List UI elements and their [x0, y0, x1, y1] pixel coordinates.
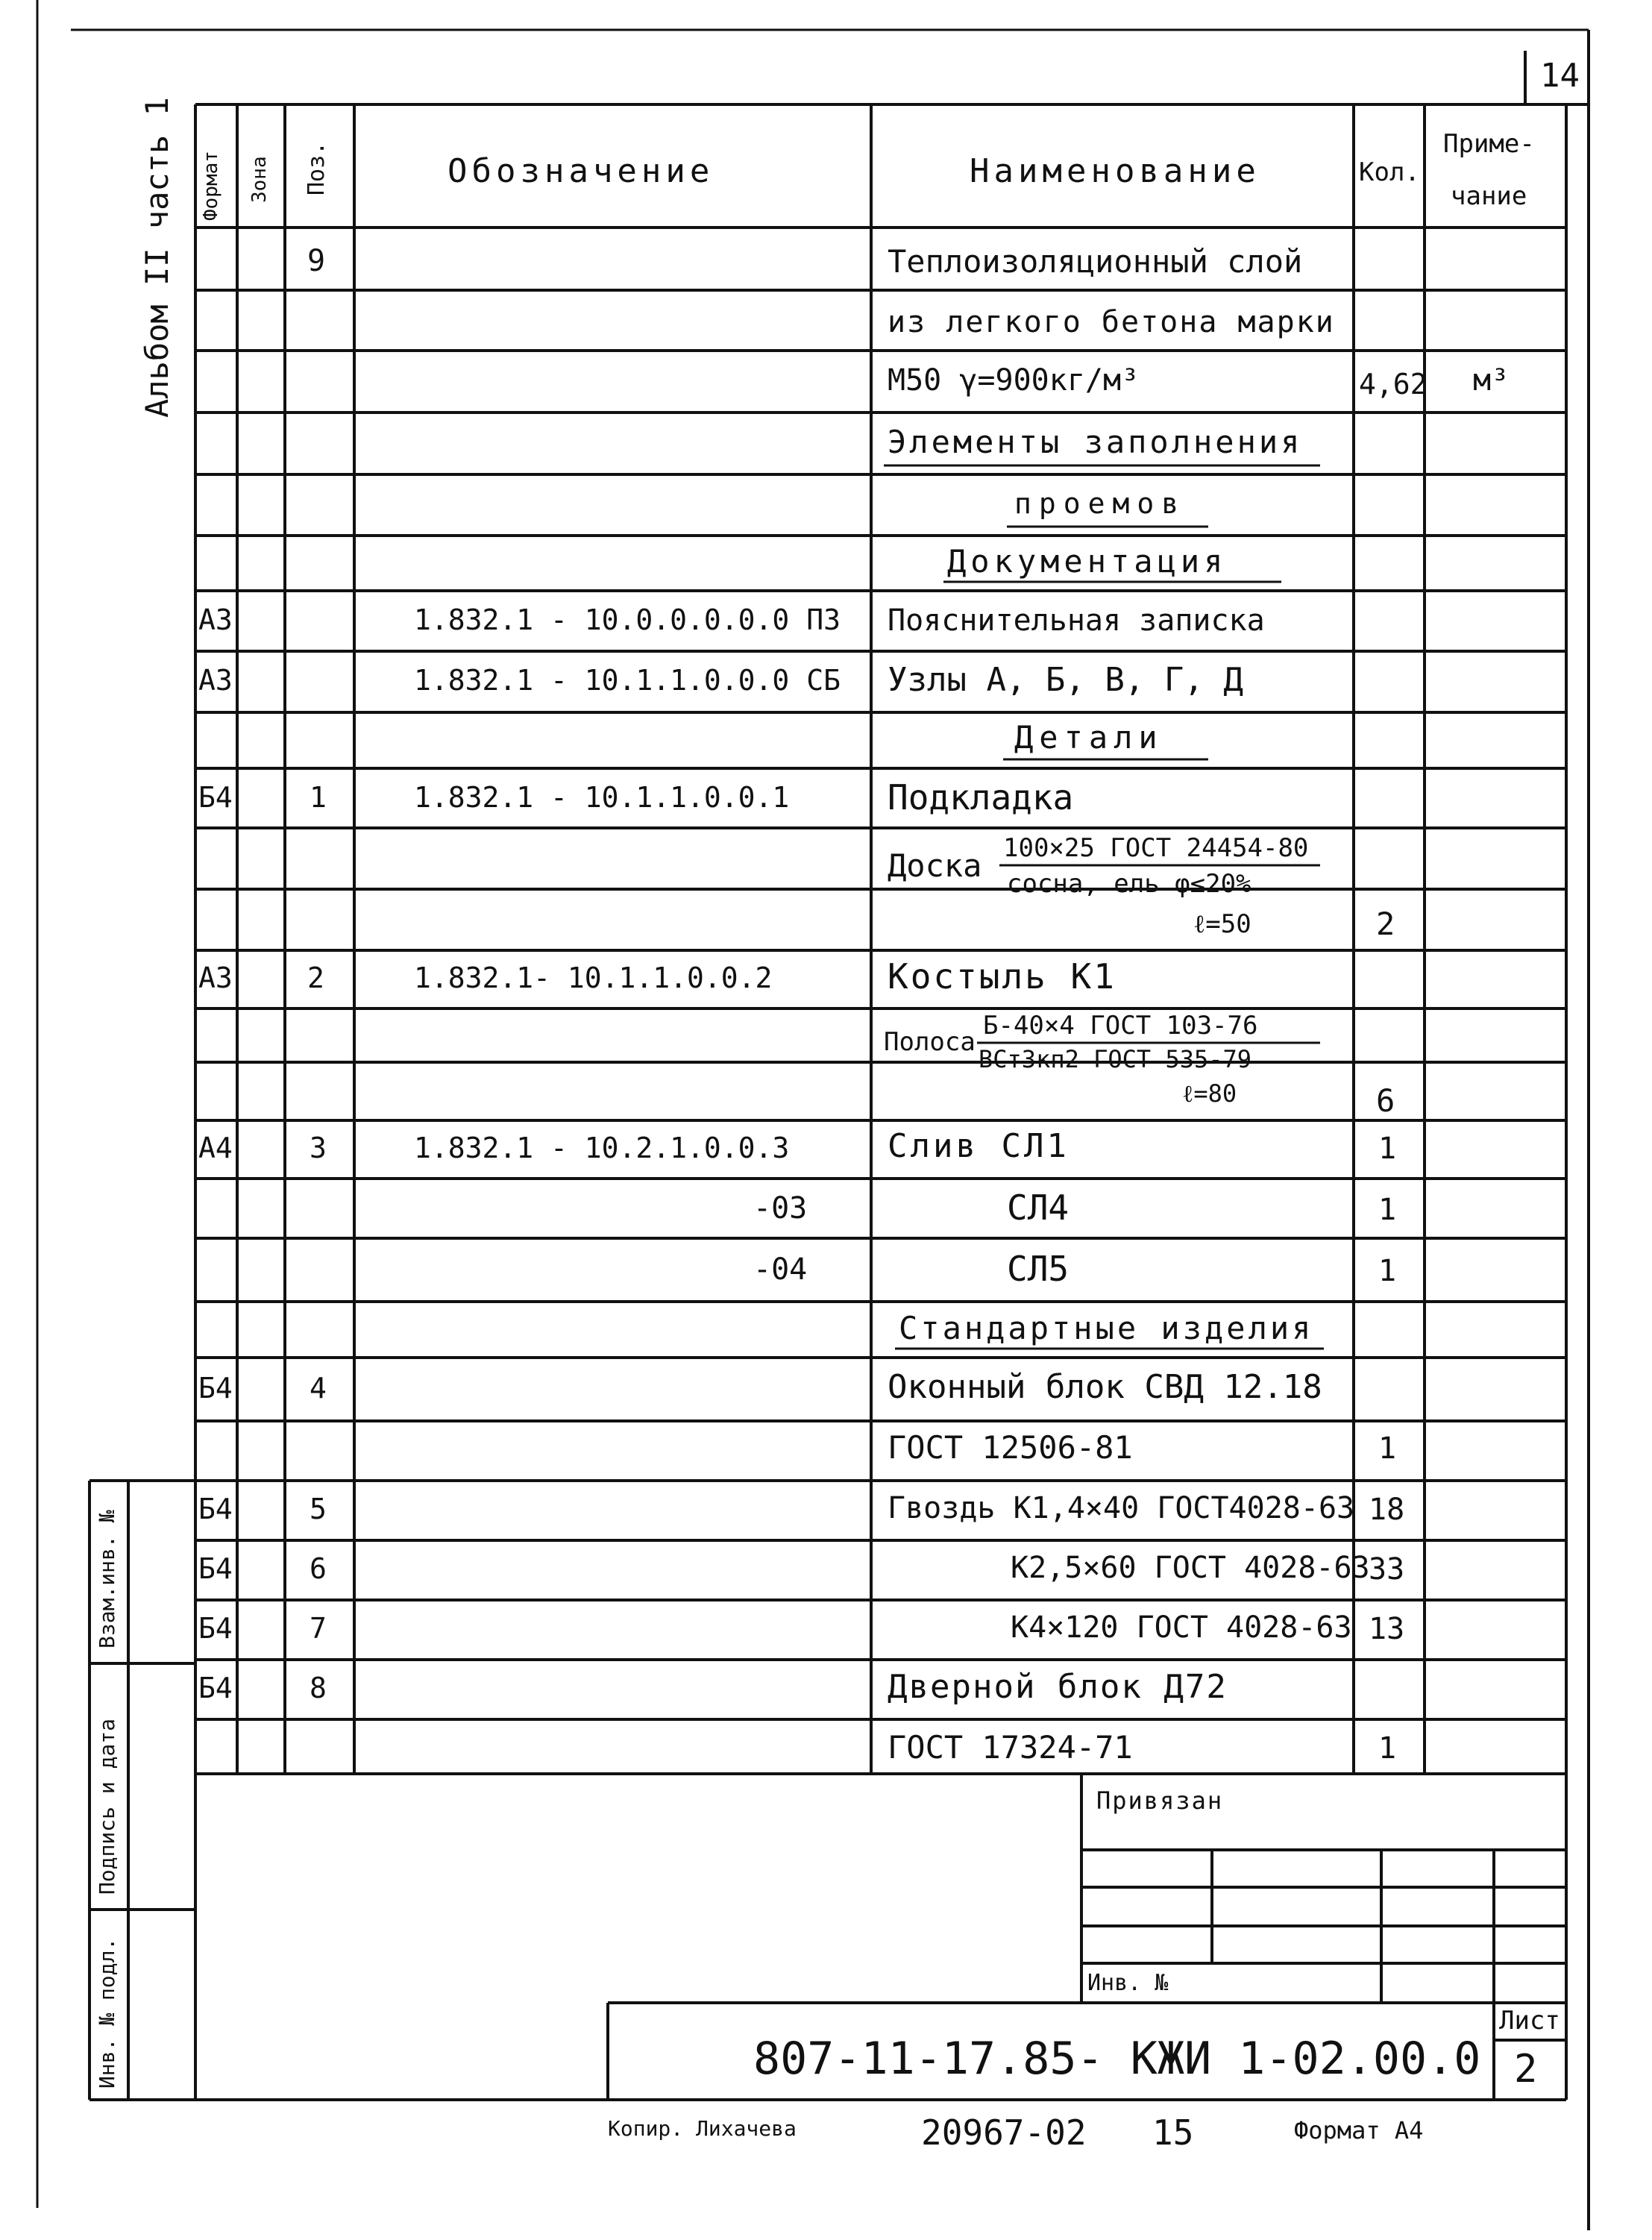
row-21-name: Гвоздь К1,4×40 ГОСТ4028-63: [888, 1491, 1355, 1525]
row-16-designation: -03: [753, 1191, 808, 1226]
document-code: 807-11-17.85- КЖИ 1-02.00.0: [753, 2033, 1481, 2085]
row-0-name: Теплоизоляционный слой: [888, 243, 1303, 280]
header-pos: Поз.: [304, 141, 330, 195]
doska-numerator: 100×25 ГОСТ 24454-80: [1003, 833, 1309, 863]
polosa-length: ℓ=80: [1182, 1079, 1237, 1108]
header-designation: Обозначение: [447, 152, 714, 190]
row-2-name: М50 γ=900кг/м³: [888, 363, 1140, 398]
row-12-format: А3: [198, 961, 233, 994]
row-7-format: А3: [198, 664, 233, 697]
row-4-name: проемов: [1014, 487, 1187, 520]
row-2-qty: 4,62: [1359, 368, 1428, 401]
row-18-name: Стандартные изделия: [899, 1310, 1314, 1346]
row-5-name: Документация: [947, 543, 1228, 580]
polosa-denominator: ВСт3кп2 ГОСТ 535-79: [979, 1045, 1252, 1073]
row-21-pos: 5: [310, 1493, 327, 1525]
row-11-qty: 2: [1376, 906, 1395, 942]
doska-label: Доска: [888, 847, 982, 884]
row-25-name: ГОСТ 17324-71: [888, 1729, 1133, 1766]
row-3-name: Элементы заполнения: [888, 424, 1303, 460]
row-19-pos: 4: [310, 1372, 327, 1405]
row-9-name: Подкладка: [888, 777, 1074, 818]
row-15-qty: 1: [1378, 1132, 1397, 1166]
polosa-label: Полоса: [884, 1027, 976, 1057]
polosa-numerator: Б-40×4 ГОСТ 103-76: [983, 1011, 1258, 1041]
header-name: Наименование: [970, 152, 1260, 190]
row-15-designation: 1.832.1 - 10.2.1.0.0.3: [414, 1132, 790, 1164]
row-22-format: Б4: [198, 1552, 233, 1585]
footer-order: 20967-02: [921, 2112, 1087, 2153]
row-22-name: К2,5×60 ГОСТ 4028-63: [1011, 1551, 1370, 1585]
footer-copier: Копир. Лихачева: [608, 2116, 797, 2141]
row-8-name: Детали: [1014, 719, 1163, 756]
header-qty: Кол.: [1359, 157, 1420, 187]
row-23-qty: 13: [1369, 1612, 1405, 1646]
footer-format: Формат А4: [1294, 2116, 1424, 2145]
row-12-name: Костыль К1: [888, 956, 1116, 997]
doska-length: ℓ=50: [1193, 909, 1251, 939]
row-9-pos: 1: [310, 781, 327, 814]
row-14-qty: 6: [1376, 1082, 1395, 1119]
row-7-designation: 1.832.1 - 10.1.1.0.0.0 СБ: [414, 664, 841, 697]
doska-denominator: сосна, ель φ≤20%: [1007, 869, 1251, 899]
row-23-name: К4×120 ГОСТ 4028-63: [1011, 1610, 1352, 1645]
row-22-pos: 6: [310, 1552, 327, 1585]
footer-num: 15: [1152, 2112, 1194, 2153]
row-9-format: Б4: [198, 781, 233, 814]
row-7-name: Узлы А, Б, В, Г, Д: [888, 661, 1243, 699]
row-19-name: Оконный блок СВД 12.18: [888, 1368, 1322, 1406]
privyazan-label: Привязан: [1096, 1786, 1224, 1815]
list-label: Лист: [1499, 2006, 1560, 2036]
header-note-2: чание: [1451, 181, 1527, 211]
row-16-name: СЛ4: [1007, 1188, 1070, 1228]
header-note-1: Приме-: [1443, 129, 1535, 159]
row-23-pos: 7: [310, 1612, 327, 1645]
sheet-corner-number: 14: [1540, 57, 1580, 95]
header-format: Формат: [200, 151, 222, 221]
row-17-name: СЛ5: [1007, 1249, 1070, 1289]
row-12-designation: 1.832.1- 10.1.1.0.0.2: [414, 961, 773, 994]
row-12-pos: 2: [307, 961, 324, 994]
row-20-qty: 1: [1378, 1431, 1397, 1466]
row-23-format: Б4: [198, 1612, 233, 1645]
stamp-vzam: Взам.инв. №: [95, 1510, 119, 1648]
row-24-name: Дверной блок Д72: [888, 1668, 1228, 1706]
stamp-podpis: Подпись и дата: [95, 1718, 119, 1895]
row-1-name: из легкого бетона марки: [888, 305, 1335, 339]
header-zone: Зона: [248, 156, 271, 203]
row-17-designation: -04: [753, 1252, 808, 1287]
row-17-qty: 1: [1378, 1254, 1397, 1288]
row-15-pos: 3: [310, 1132, 327, 1164]
row-15-format: А4: [198, 1132, 233, 1164]
row-21-qty: 18: [1369, 1493, 1405, 1527]
row-6-name: Пояснительная записка: [888, 603, 1265, 638]
row-0-pos: 9: [307, 244, 326, 278]
row-6-format: А3: [198, 603, 233, 636]
album-side-note: Альбом II часть 1: [139, 97, 175, 418]
row-22-qty: 33: [1369, 1552, 1405, 1587]
row-21-format: Б4: [198, 1493, 233, 1525]
row-9-designation: 1.832.1 - 10.1.1.0.0.1: [414, 781, 790, 814]
row-19-format: Б4: [198, 1372, 233, 1405]
row-6-designation: 1.832.1 - 10.0.0.0.0.0 ПЗ: [414, 603, 841, 636]
row-15-name: Слив СЛ1: [888, 1127, 1070, 1165]
row-24-format: Б4: [198, 1672, 233, 1704]
inv-no-label: Инв. №: [1087, 1970, 1169, 1996]
row-24-pos: 8: [310, 1672, 327, 1704]
list-number: 2: [1514, 2047, 1538, 2092]
row-25-qty: 1: [1378, 1731, 1397, 1766]
row-20-name: ГОСТ 12506-81: [888, 1429, 1133, 1466]
row-16-qty: 1: [1378, 1193, 1397, 1227]
row-2-note: м³: [1473, 363, 1510, 398]
stamp-inv: Инв. № подл.: [95, 1937, 119, 2089]
